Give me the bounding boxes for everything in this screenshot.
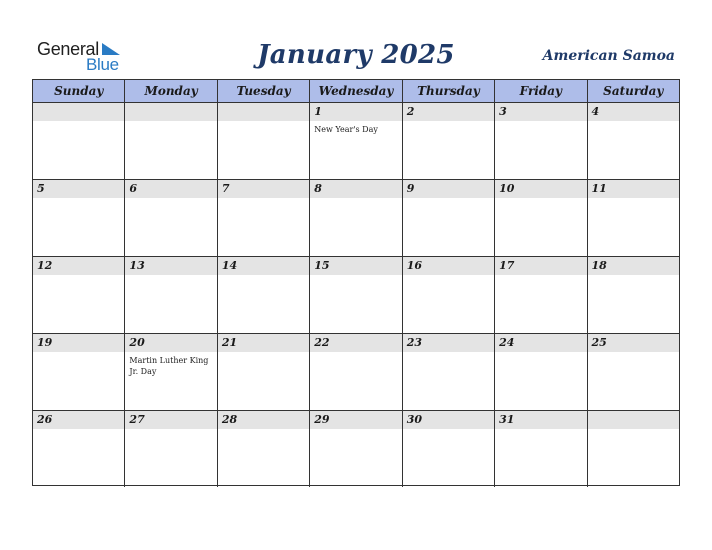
day-number-strip	[33, 103, 124, 121]
weekday-wednesday: Wednesday	[310, 80, 402, 102]
weekday-header-row	[33, 80, 679, 103]
day-cell	[403, 411, 495, 487]
week-row	[33, 257, 679, 334]
day-number: 9	[406, 182, 415, 195]
day-cell	[310, 334, 402, 410]
weekday-sunday: Sunday	[33, 80, 125, 102]
day-number: 10	[499, 182, 515, 195]
day-cell	[218, 257, 310, 333]
day-cell	[218, 411, 310, 487]
day-cell	[310, 180, 402, 256]
day-cell	[588, 334, 679, 410]
day-number-strip	[310, 180, 401, 198]
day-cell	[33, 257, 125, 333]
day-number-strip	[495, 103, 586, 121]
calendar-title: January 2025	[257, 40, 455, 70]
day-number: 14	[221, 259, 238, 272]
weekday-saturday: Saturday	[603, 84, 664, 98]
day-cell	[125, 257, 217, 333]
day-number: 28	[221, 413, 238, 426]
day-cell	[218, 103, 310, 179]
day-number-strip	[218, 180, 309, 198]
day-number-strip	[218, 103, 309, 121]
day-number: 13	[129, 259, 145, 272]
day-number: 12	[37, 259, 53, 272]
day-cell	[403, 180, 495, 256]
day-cell	[310, 411, 402, 487]
logo-text-blue: Blue	[86, 55, 119, 74]
day-number-strip	[403, 180, 494, 198]
day-cell	[33, 411, 125, 487]
day-cell	[588, 180, 679, 256]
week-row	[33, 334, 679, 411]
day-number: 20	[129, 336, 145, 349]
day-cell	[33, 180, 125, 256]
day-cell	[310, 257, 402, 333]
day-number: 22	[314, 336, 330, 349]
day-number: 5	[37, 182, 45, 195]
day-cell	[125, 103, 217, 179]
day-number: 26	[37, 413, 53, 426]
day-cell	[33, 334, 125, 410]
day-number: 29	[314, 413, 330, 426]
day-number-strip	[403, 103, 494, 121]
day-number: 23	[406, 336, 422, 349]
weekday-thursday: Thursday	[403, 80, 495, 102]
day-cell	[495, 180, 587, 256]
weekday-tuesday: Tuesday	[218, 80, 310, 102]
day-number-strip	[310, 103, 401, 121]
day-cell	[125, 334, 217, 410]
day-cell	[588, 257, 679, 333]
day-cell	[495, 257, 587, 333]
day-cell	[403, 257, 495, 333]
day-number: 30	[406, 413, 422, 426]
day-number-strip	[33, 180, 124, 198]
day-cell	[218, 180, 310, 256]
calendar-grid	[32, 79, 680, 486]
day-number: 27	[129, 413, 145, 426]
day-number: 15	[314, 259, 330, 272]
day-number: 8	[314, 182, 322, 195]
day-cell	[495, 411, 587, 487]
day-cell	[310, 103, 402, 179]
day-cell	[588, 103, 679, 179]
day-cell	[495, 103, 587, 179]
region-name: American Samoa	[542, 48, 675, 64]
day-cell	[125, 180, 217, 256]
weekday-monday: Monday	[125, 80, 217, 102]
day-number-strip	[125, 103, 216, 121]
weekday-friday: Friday	[495, 80, 587, 102]
day-cell	[588, 411, 679, 487]
day-number: 31	[499, 413, 515, 426]
day-number-strip	[125, 180, 216, 198]
day-cell	[495, 334, 587, 410]
week-row	[33, 103, 679, 180]
day-number: 21	[221, 336, 238, 349]
day-cell	[33, 103, 125, 179]
day-number: 6	[129, 182, 138, 195]
day-number: 11	[591, 182, 607, 195]
day-cell	[403, 103, 495, 179]
day-number: 7	[221, 182, 230, 195]
day-cell	[403, 334, 495, 410]
day-number-strip	[588, 103, 679, 121]
day-cell	[218, 334, 310, 410]
day-number: 2	[406, 105, 415, 118]
week-row	[33, 180, 679, 257]
day-number: 24	[499, 336, 515, 349]
logo-text-general: General	[37, 39, 99, 59]
week-row	[33, 411, 679, 487]
day-number: 17	[499, 259, 515, 272]
weeks-container	[33, 103, 679, 487]
day-cell	[125, 411, 217, 487]
holiday-label: New Year's Day	[314, 125, 378, 134]
day-number: 3	[499, 105, 507, 118]
day-number: 1	[314, 105, 322, 118]
day-number: 25	[591, 336, 607, 349]
day-number: 18	[591, 259, 607, 272]
day-number: 16	[406, 259, 422, 272]
day-number: 4	[591, 105, 600, 118]
day-number-strip	[588, 411, 679, 429]
day-number: 19	[37, 336, 53, 349]
holiday-label: Martin Luther King Jr. Day	[129, 356, 209, 376]
